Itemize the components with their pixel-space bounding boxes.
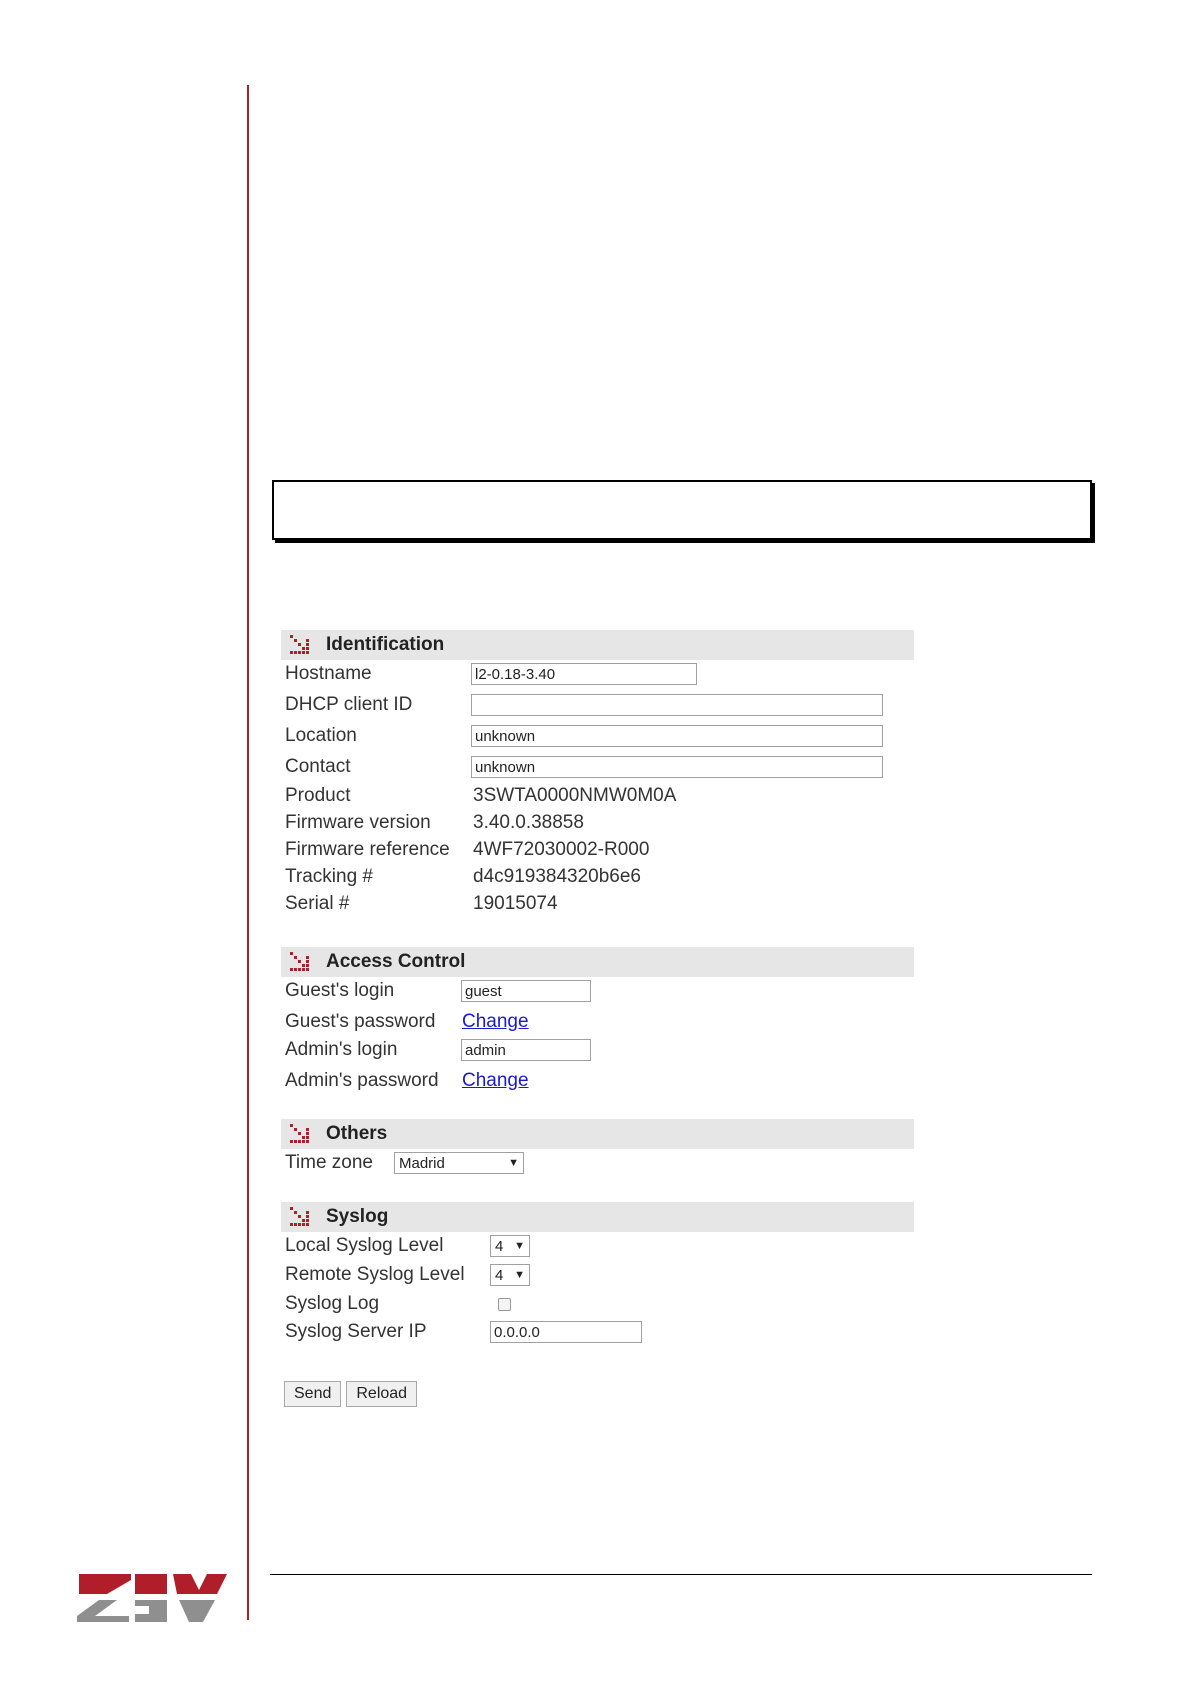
admin-login-label: Admin's login <box>285 1039 398 1060</box>
contact-input[interactable]: unknown <box>471 756 883 778</box>
local-syslog-level-label: Local Syslog Level <box>285 1235 444 1256</box>
firmware-reference-value: 4WF72030002-R000 <box>473 839 650 860</box>
product-value: 3SWTA0000NMW0M0A <box>473 785 677 806</box>
syslog-log-row <box>281 1290 914 1318</box>
identification-title: Identification <box>326 634 445 655</box>
tracking-value: d4c919384320b6e6 <box>473 866 642 887</box>
others-header <box>281 1119 914 1149</box>
admin-password-label: Admin's password <box>285 1070 439 1091</box>
syslog-server-ip-label: Syslog Server IP <box>285 1321 427 1342</box>
admin-password-row <box>281 1067 914 1095</box>
reload-button[interactable]: Reload <box>346 1381 417 1407</box>
local-syslog-level-select[interactable] <box>490 1235 530 1257</box>
local-syslog-level-value: 4 <box>495 1237 504 1255</box>
syslog-server-ip-row <box>281 1318 914 1348</box>
hostname-input[interactable]: l2-0.18-3.40 <box>471 663 697 685</box>
remote-syslog-level-label: Remote Syslog Level <box>285 1264 465 1285</box>
dhcp-client-id-row <box>281 691 914 722</box>
firmware-version-label: Firmware version <box>285 812 431 833</box>
identification-header <box>281 630 914 660</box>
syslog-title: Syslog <box>326 1206 389 1227</box>
guest-password-change-link[interactable]: Change <box>462 1011 529 1032</box>
dhcp-client-id-input[interactable] <box>471 694 883 716</box>
others-section <box>281 1119 914 1179</box>
hostname-label: Hostname <box>285 663 372 684</box>
product-row <box>281 782 914 809</box>
serial-row <box>281 890 914 917</box>
tracking-row <box>281 863 914 890</box>
serial-label: Serial # <box>285 893 350 914</box>
syslog-server-ip-input[interactable]: 0.0.0.0 <box>490 1321 642 1343</box>
section-corner-icon <box>290 635 312 655</box>
remote-syslog-level-select[interactable] <box>490 1264 530 1286</box>
remote-syslog-level-row <box>281 1261 914 1290</box>
dropdown-arrow-icon: ▼ <box>514 1269 525 1281</box>
hostname-row <box>281 660 914 691</box>
guest-login-row <box>281 977 914 1008</box>
access-control-header <box>281 947 914 977</box>
product-label: Product <box>285 785 351 806</box>
admin-login-input[interactable]: admin <box>461 1039 591 1061</box>
syslog-header <box>281 1202 914 1232</box>
location-input[interactable]: unknown <box>471 725 883 747</box>
form-buttons <box>284 1381 417 1407</box>
identification-section <box>281 630 914 917</box>
footer-rule <box>270 1574 1092 1575</box>
remote-syslog-level-value: 4 <box>495 1266 504 1284</box>
dropdown-arrow-icon: ▼ <box>514 1240 525 1252</box>
syslog-section <box>281 1202 914 1348</box>
section-corner-icon <box>290 952 312 972</box>
caption-box <box>272 480 1092 540</box>
admin-login-row <box>281 1036 914 1067</box>
time-zone-label: Time zone <box>285 1152 373 1173</box>
location-label: Location <box>285 725 357 746</box>
section-corner-icon <box>290 1207 312 1227</box>
tracking-label: Tracking # <box>285 866 373 887</box>
access-control-section <box>281 947 914 1095</box>
firmware-version-value: 3.40.0.38858 <box>473 812 584 833</box>
guest-login-input[interactable]: guest <box>461 980 591 1002</box>
contact-label: Contact <box>285 756 351 777</box>
time-zone-row <box>281 1149 914 1179</box>
serial-value: 19015074 <box>473 893 558 914</box>
guest-password-row <box>281 1008 914 1036</box>
section-corner-icon <box>290 1124 312 1144</box>
dhcp-client-id-label: DHCP client ID <box>285 694 413 715</box>
guest-login-label: Guest's login <box>285 980 395 1001</box>
firmware-reference-label: Firmware reference <box>285 839 450 860</box>
dropdown-arrow-icon: ▼ <box>508 1157 519 1169</box>
contact-row <box>281 753 914 782</box>
syslog-log-label: Syslog Log <box>285 1293 380 1314</box>
guest-password-label: Guest's password <box>285 1011 436 1032</box>
time-zone-value: Madrid <box>399 1154 445 1172</box>
time-zone-select[interactable] <box>394 1152 524 1174</box>
firmware-version-row <box>281 809 914 836</box>
admin-password-change-link[interactable]: Change <box>462 1070 529 1091</box>
send-button[interactable]: Send <box>284 1381 341 1407</box>
company-logo <box>77 1570 229 1626</box>
firmware-reference-row <box>281 836 914 863</box>
others-title: Others <box>326 1123 388 1144</box>
location-row <box>281 722 914 753</box>
syslog-log-checkbox[interactable] <box>498 1298 511 1311</box>
page-margin-line <box>247 85 249 1620</box>
local-syslog-level-row <box>281 1232 914 1261</box>
access-control-title: Access Control <box>326 951 466 972</box>
